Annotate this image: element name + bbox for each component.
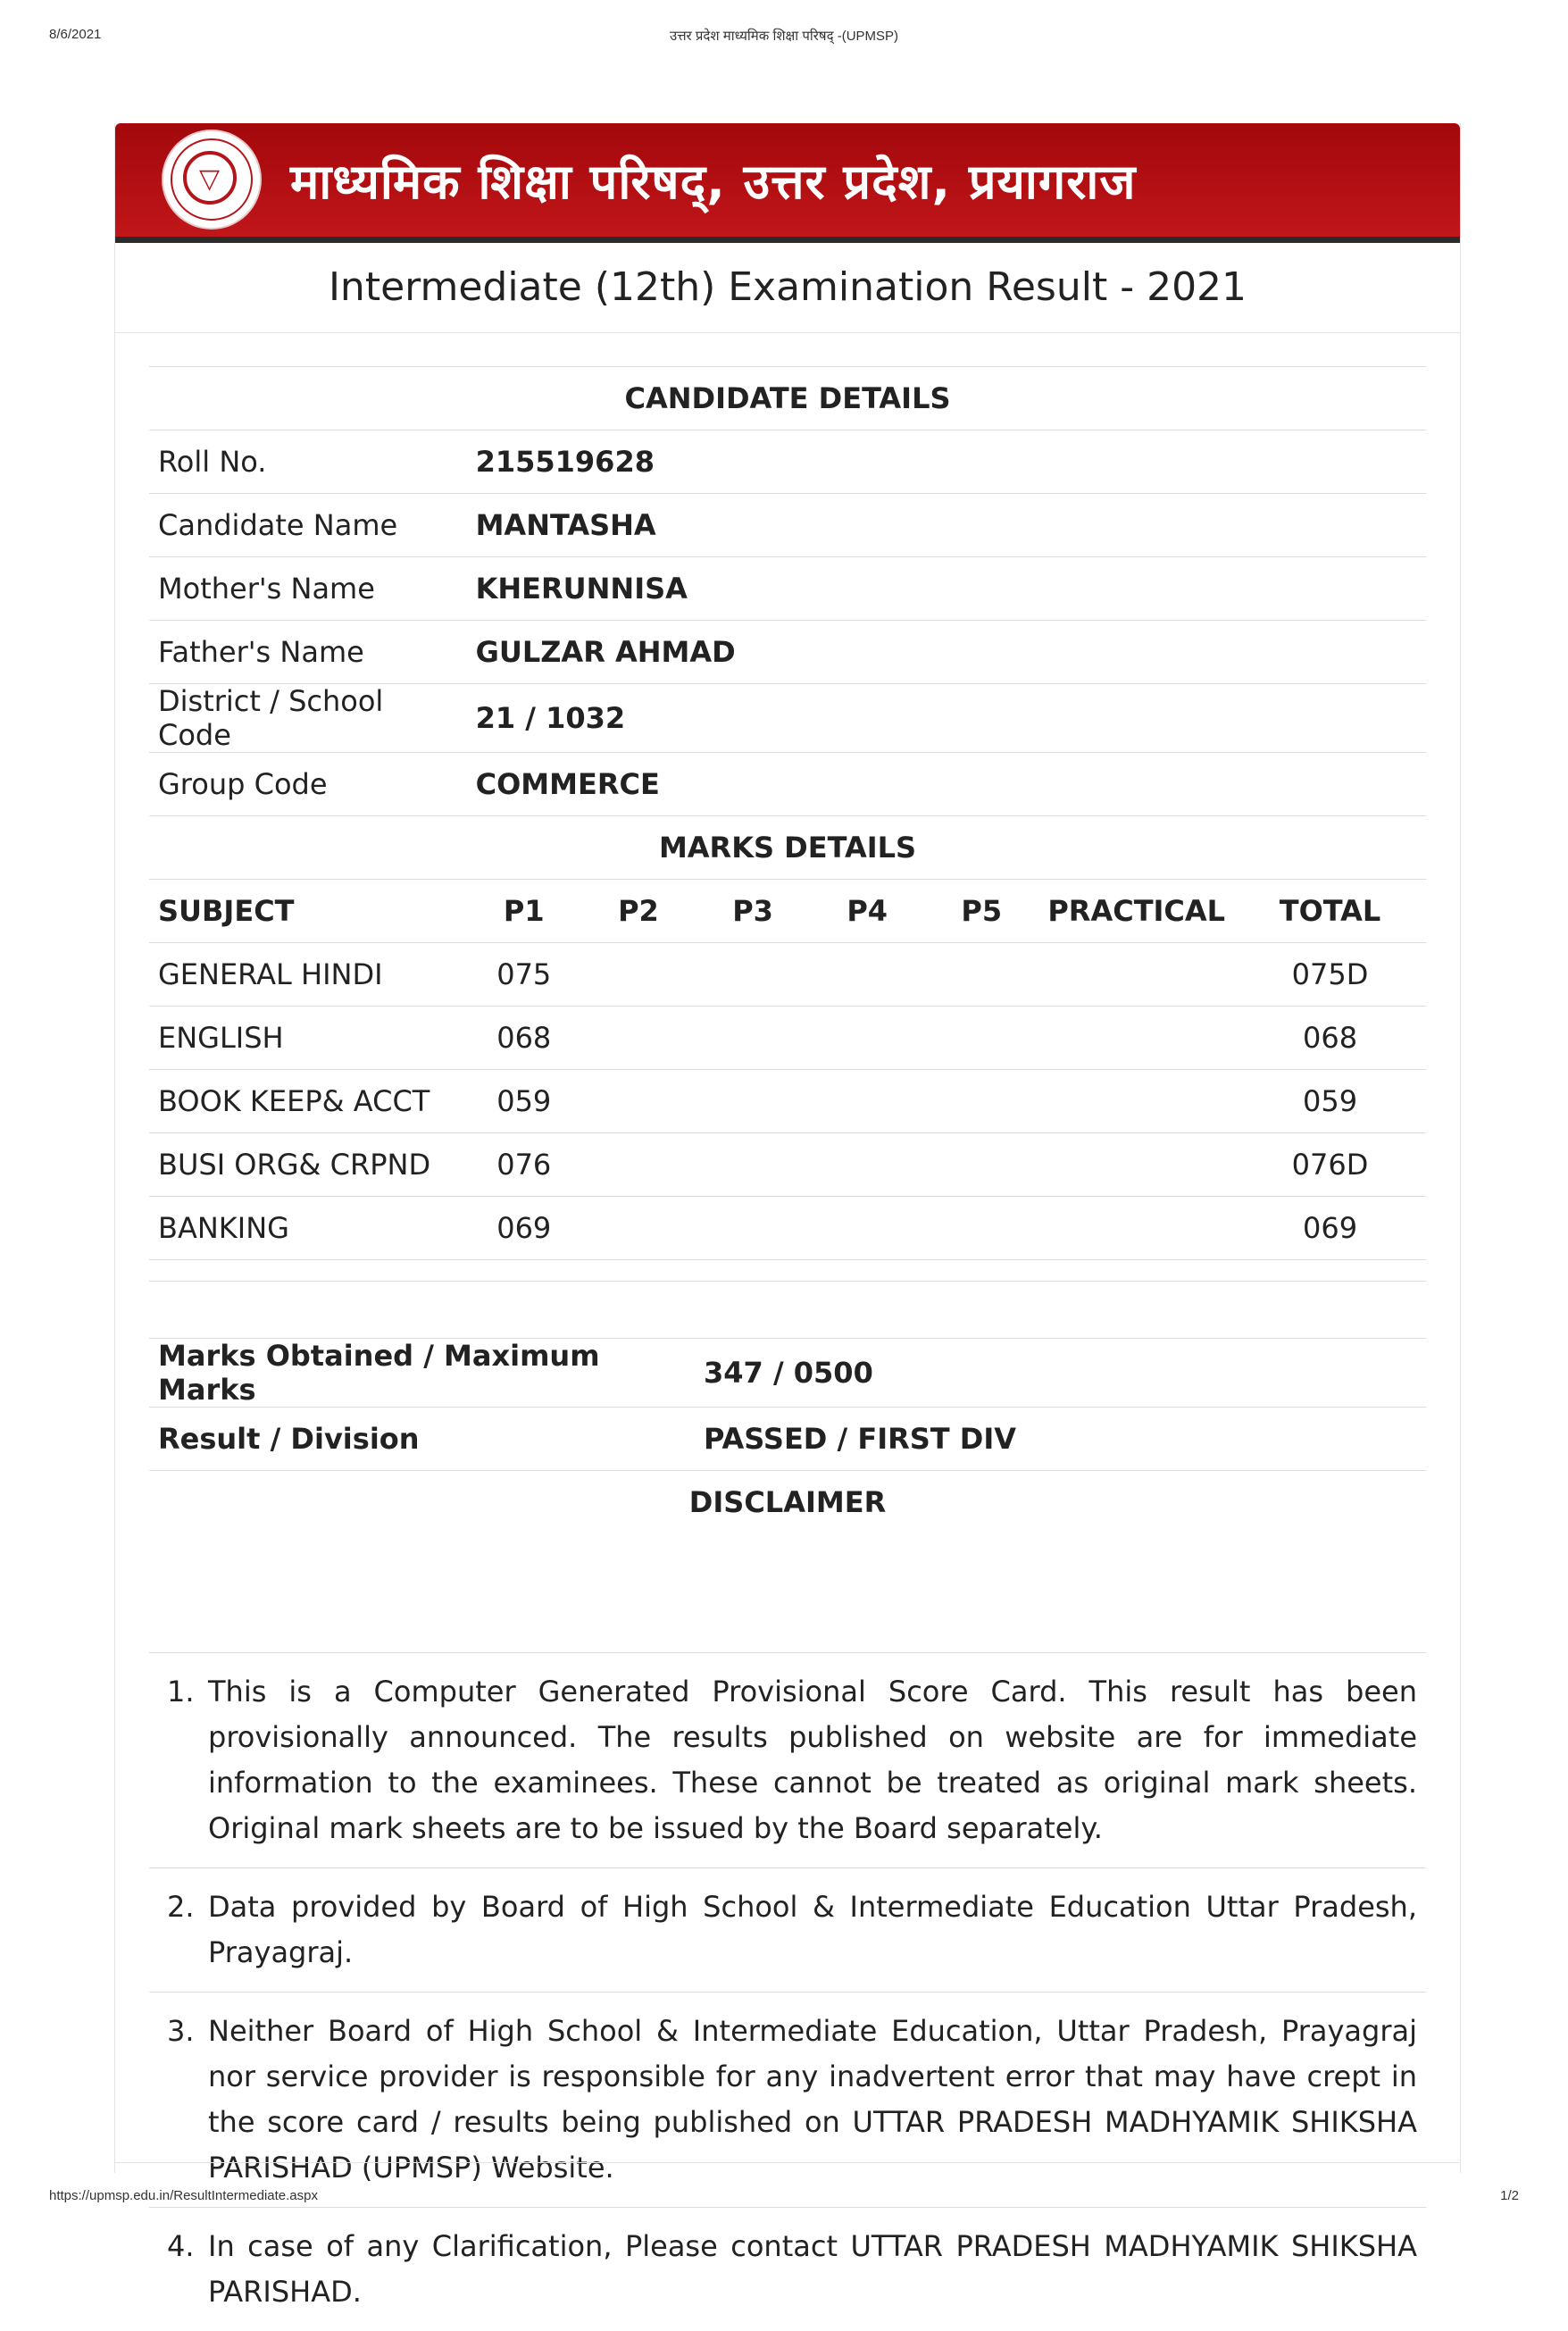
p1-cell: 069 [467, 1197, 581, 1260]
p4-cell [810, 1007, 924, 1070]
total-cell: 076D [1234, 1133, 1426, 1197]
column-header: P5 [924, 880, 1038, 943]
table-row [149, 1133, 1426, 1197]
candidate-label: District / School Code [149, 684, 467, 753]
practical-cell [1038, 1007, 1234, 1070]
marks-details-heading-row [149, 816, 1426, 880]
p4-cell [810, 943, 924, 1007]
total-cell: 059 [1234, 1070, 1426, 1133]
result-division-label: Result / Division [149, 1408, 695, 1471]
practical-cell [1038, 1197, 1234, 1260]
print-page-number: 1/2 [1500, 2188, 1519, 2203]
disclaimer-number: 2. [167, 1890, 195, 1924]
page-title: Intermediate (12th) Examination Result - 2021 [115, 243, 1460, 333]
marks-obtained-label: Marks Obtained / Maximum Marks [149, 1339, 695, 1408]
table-row [149, 1197, 1426, 1260]
disclaimer-item [149, 1867, 1426, 1992]
disclaimer-number: 3. [167, 2014, 195, 2048]
column-header: P4 [810, 880, 924, 943]
print-header [0, 27, 1568, 48]
candidate-row [149, 753, 1426, 816]
mother-name-value: KHERUNNISA [467, 557, 1426, 621]
disclaimer-item [149, 1992, 1426, 2207]
p1-cell: 068 [467, 1007, 581, 1070]
p2-cell [581, 943, 696, 1007]
column-header: SUBJECT [149, 880, 467, 943]
column-header: P2 [581, 880, 696, 943]
p3-cell [696, 1070, 810, 1133]
candidate-row [149, 557, 1426, 621]
p5-cell [924, 943, 1038, 1007]
p5-cell [924, 1197, 1038, 1260]
disclaimer-number: 1. [167, 1675, 195, 1709]
practical-cell [1038, 1070, 1234, 1133]
table-row [149, 1007, 1426, 1070]
group-code-value: COMMERCE [467, 753, 1426, 816]
table-divider [149, 1281, 1426, 1282]
total-cell: 075D [1234, 943, 1426, 1007]
print-date: 8/6/2021 [49, 27, 102, 42]
subject-cell: GENERAL HINDI [149, 943, 467, 1007]
candidate-label: Father's Name [149, 621, 467, 684]
header-banner [115, 123, 1460, 243]
roll-number-value: 215519628 [467, 430, 1426, 494]
candidate-label: Roll No. [149, 430, 467, 494]
p5-cell [924, 1070, 1038, 1133]
p4-cell [810, 1197, 924, 1260]
p4-cell [810, 1070, 924, 1133]
disclaimer-heading-row [149, 1471, 1426, 1534]
column-header: PRACTICAL [1038, 880, 1234, 943]
p3-cell [696, 1197, 810, 1260]
table-row [149, 1070, 1426, 1133]
board-name: माध्यमिक शिक्षा परिषद्, उत्तर प्रदेश, प्रयागराज [290, 154, 1137, 210]
logo-mark-icon: ▽ [199, 163, 221, 195]
result-summary-row [149, 1408, 1426, 1471]
subject-cell: BANKING [149, 1197, 467, 1260]
p1-cell: 059 [467, 1070, 581, 1133]
practical-cell [1038, 943, 1234, 1007]
subject-cell: BOOK KEEP& ACCT [149, 1070, 467, 1133]
candidate-label: Group Code [149, 753, 467, 816]
candidate-details-heading-row [149, 367, 1426, 430]
disclaimer-heading: DISCLAIMER [149, 1471, 1426, 1534]
candidate-label: Candidate Name [149, 494, 467, 557]
summary-table [149, 1338, 1426, 1534]
print-doc-title: उत्तर प्रदेश माध्यमिक शिक्षा परिषद् -(UPMSP) [669, 29, 899, 44]
column-header: P1 [467, 880, 581, 943]
card-bottom-border [115, 2162, 1460, 2163]
print-footer [0, 2188, 1568, 2210]
column-header: P3 [696, 880, 810, 943]
total-cell: 069 [1234, 1197, 1426, 1260]
practical-cell [1038, 1133, 1234, 1197]
p3-cell [696, 1133, 810, 1197]
p2-cell [581, 1133, 696, 1197]
p4-cell [810, 1133, 924, 1197]
total-cell: 068 [1234, 1007, 1426, 1070]
disclaimer-text: In case of any Clarification, Please contact UTTAR PRADESH MADHYAMIK SHIKSHA PARISHAD. [208, 2229, 1417, 2309]
result-division-value: PASSED / FIRST DIV [695, 1408, 1426, 1471]
candidate-row [149, 430, 1426, 494]
marks-summary-row [149, 1339, 1426, 1408]
disclaimer-text: Data provided by Board of High School & Intermediate Education Uttar Pradesh, Prayagraj. [208, 1890, 1417, 1969]
marks-obtained-value: 347 / 0500 [695, 1339, 1426, 1408]
p3-cell [696, 943, 810, 1007]
candidate-row [149, 621, 1426, 684]
disclaimer-text: Neither Board of High School & Intermediate Education, Uttar Pradesh, Prayagraj nor service provider is responsible for any inadvertent error that may have crept in the score card / results being published on UTTAR PRADESH MADHYAMIK SHIKSHA PARISHAD (UPMSP) Website. [208, 2014, 1417, 2185]
candidate-row [149, 494, 1426, 557]
p5-cell [924, 1133, 1038, 1197]
disclaimer-number: 4. [167, 2229, 195, 2263]
subject-cell: ENGLISH [149, 1007, 467, 1070]
p1-cell: 076 [467, 1133, 581, 1197]
p2-cell [581, 1070, 696, 1133]
marks-details-heading: MARKS DETAILS [149, 816, 1426, 880]
p3-cell [696, 1007, 810, 1070]
print-url[interactable]: https://upmsp.edu.in/ResultIntermediate.aspx [49, 2188, 318, 2203]
upmsp-logo [163, 131, 260, 228]
disclaimer-item [149, 1652, 1426, 1867]
marks-header-row [149, 880, 1426, 943]
disclaimer-item [149, 2207, 1426, 2331]
p5-cell [924, 1007, 1038, 1070]
disclaimer-text: This is a Computer Generated Provisional Score Card. This result has been provisionally announced. The results published on website are for immediate information to the examinees. These cannot be treated as original mark sheets. Original mark sheets are to be issued by the Board separately. [208, 1675, 1417, 1845]
result-table [149, 366, 1426, 1260]
subject-cell: BUSI ORG& CRPND [149, 1133, 467, 1197]
p2-cell [581, 1197, 696, 1260]
candidate-name-value: MANTASHA [467, 494, 1426, 557]
candidate-details-heading: CANDIDATE DETAILS [149, 367, 1426, 430]
p2-cell [581, 1007, 696, 1070]
column-header: TOTAL [1234, 880, 1426, 943]
father-name-value: GULZAR AHMAD [467, 621, 1426, 684]
school-code-value: 21 / 1032 [467, 684, 1426, 753]
candidate-row [149, 684, 1426, 753]
p1-cell: 075 [467, 943, 581, 1007]
table-row [149, 943, 1426, 1007]
candidate-label: Mother's Name [149, 557, 467, 621]
disclaimer-list [149, 1652, 1426, 2331]
